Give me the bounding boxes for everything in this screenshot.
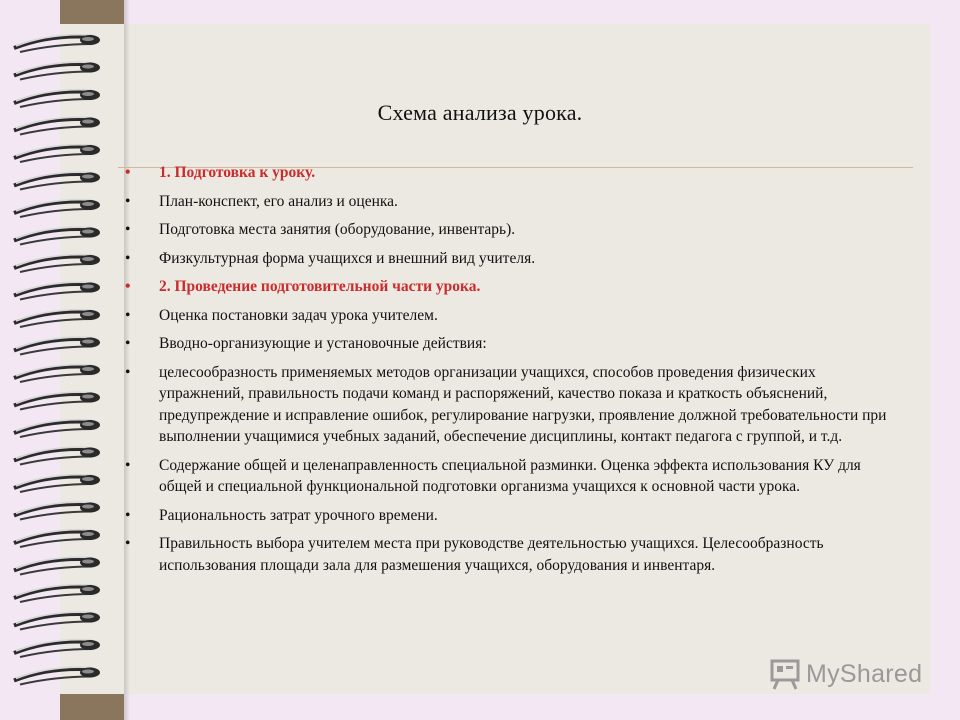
list-item: • Правильность выбора учителем места при руководстве деятельностью учащихся. Целесообразность использования площади зала для размешения учащихся, оборудования и инвентаря. [118, 533, 898, 576]
list-item: • Вводно-организующие и установочные действия: [118, 333, 898, 355]
spiral-ring [14, 612, 100, 629]
watermark-text: MyShared [806, 660, 923, 688]
spiral-ring [14, 585, 100, 602]
list-item: • План-конспект, его анализ и оценка. [118, 191, 898, 213]
list-item: • Подготовка места занятия (оборудование, инвентарь). [118, 219, 898, 241]
section-heading: • 1. Подготовка к уроку. [118, 162, 898, 184]
spiral-ring [14, 640, 100, 657]
spiral-ring [14, 227, 100, 244]
spiral-ring [14, 310, 100, 327]
section-heading: • 2. Проведение подготовительной части урока. [118, 276, 898, 298]
spiral-ring [14, 282, 100, 299]
list-item: • Физкультурная форма учащихся и внешний вид учителя. [118, 248, 898, 270]
bullet-list [118, 162, 898, 583]
spiral-ring [14, 392, 100, 409]
list-item: • Содержание общей и целенаправленность специальной разминки. Оценка эффекта использования КУ для общей и специальной функциональной подготовки организма учащихся к основной части урока. [118, 455, 898, 498]
spiral-ring [14, 145, 100, 162]
spiral-ring [14, 667, 100, 684]
myshared-watermark[interactable] [768, 656, 928, 692]
spiral-ring [14, 502, 100, 519]
spiral-ring [14, 172, 100, 189]
spiral-ring [14, 337, 100, 354]
spiral-ring [14, 200, 100, 217]
list-item: • Рациональность затрат урочного времени. [118, 505, 898, 527]
spiral-ring [14, 35, 100, 52]
spiral-ring [14, 447, 100, 464]
spiral-ring [14, 420, 100, 437]
list-item: • целесообразность применяемых методов организации учащихся, способов проведения физических упражнений, правильность подачи команд и распоряжений, качество показа и краткость объяснений, предупреждение и исправление ошибок, регулирование нагрузки, проявление должной требовательности при выполнении учащимися учебных заданий, обеспечение дисциплины, контакт педагога с группой, и т.д. [118, 362, 898, 448]
spiral-ring [14, 255, 100, 272]
slide-title: Схема анализа урока. [377, 100, 583, 125]
presentation-board-icon [768, 656, 804, 692]
spiral-ring [14, 62, 100, 79]
spiral-ring [14, 475, 100, 492]
spiral-ring [14, 557, 100, 574]
list-item: • Оценка постановки задач урока учителем. [118, 305, 898, 327]
spiral-ring [14, 365, 100, 382]
spiral-ring [14, 530, 100, 547]
